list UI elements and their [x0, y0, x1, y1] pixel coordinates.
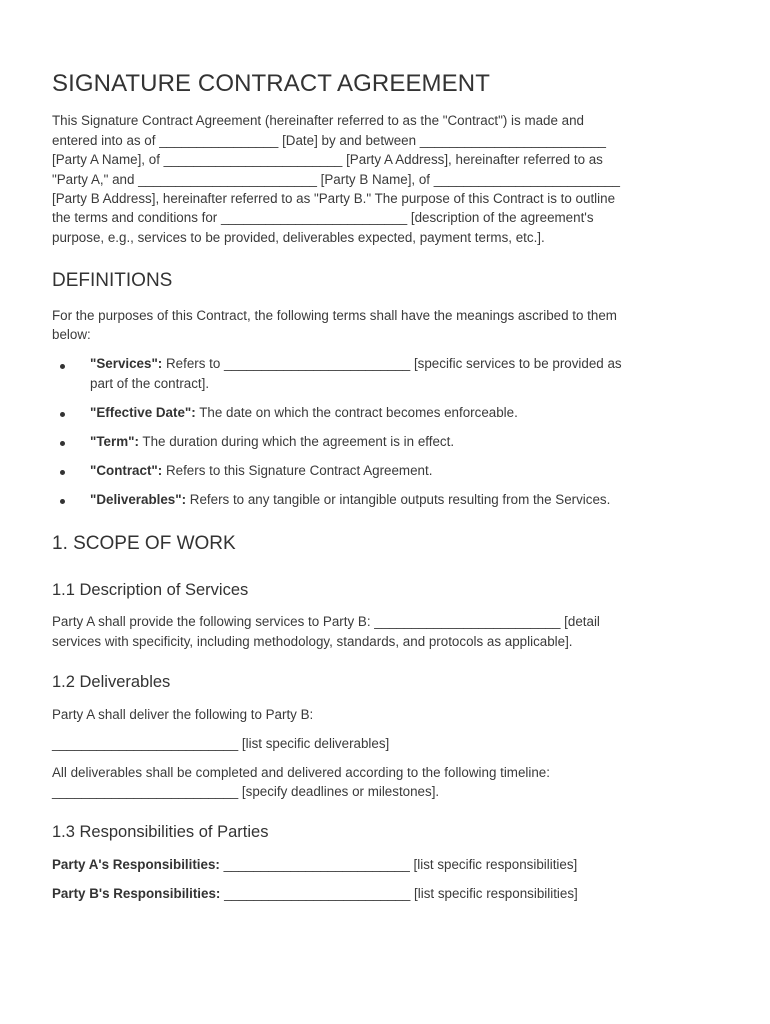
- definition-term: "Deliverables":: [90, 492, 187, 507]
- scope-of-work-heading: 1. SCOPE OF WORK: [52, 533, 236, 554]
- party-a-label: Party A's Responsibilities:: [52, 857, 220, 872]
- definition-term: "Term":: [90, 434, 139, 449]
- party-b-responsibilities: [52, 884, 578, 904]
- definition-text: The date on which the contract becomes enforceable.: [199, 405, 518, 420]
- definitions-intro-line: For the purposes of this Contract, the following terms shall have the meanings ascribed to them: [52, 308, 617, 323]
- definition-item-deliverables: [90, 490, 610, 510]
- section-1-2-line: _________________________ [list specific deliverables]: [52, 736, 390, 751]
- definition-term: "Effective Date":: [90, 405, 196, 420]
- section-1-1-line: services with specificity, including methodology, standards, and protocols as applicable].: [52, 634, 573, 649]
- definition-item-contract: [90, 461, 432, 481]
- section-1-1-line: Party A shall provide the following services to Party B: _________________________ [detail: [52, 614, 600, 629]
- intro-line: purpose, e.g., services to be provided, deliverables expected, payment terms, etc.].: [52, 230, 545, 245]
- bullet-icon: [60, 364, 65, 369]
- section-1-2-timeline-line: All deliverables shall be completed and delivered according to the following timeline:: [52, 765, 550, 780]
- section-1-3-heading: 1.3 Responsibilities of Parties: [52, 823, 269, 841]
- definition-text: Refers to this Signature Contract Agreement.: [165, 463, 433, 478]
- section-1-2-timeline-line: _________________________ [specify deadlines or milestones].: [52, 784, 440, 799]
- intro-line: entered into as of ________________ [Date] by and between _________________________: [52, 133, 606, 148]
- bullet-icon: [60, 499, 65, 504]
- intro-line: This Signature Contract Agreement (hereinafter referred to as the "Contract") is made and: [52, 113, 585, 128]
- bullet-icon: [60, 412, 65, 417]
- party-b-label: Party B's Responsibilities:: [52, 886, 221, 901]
- definition-item-term: [90, 432, 454, 452]
- definition-text: Refers to _________________________ [specific services to be provided as: [166, 356, 622, 371]
- definition-text: The duration during which the agreement is in effect.: [142, 434, 455, 449]
- definition-item-services: [90, 354, 622, 374]
- intro-line: "Party A," and ________________________ [Party B Name], of _________________________: [52, 172, 620, 187]
- bullet-icon: [60, 470, 65, 475]
- party-a-responsibilities: [52, 855, 577, 875]
- definition-text: Refers to any tangible or intangible outputs resulting from the Services.: [189, 492, 611, 507]
- party-b-text: _________________________ [list specific responsibilities]: [224, 886, 578, 901]
- party-a-text: _________________________ [list specific responsibilities]: [223, 857, 578, 872]
- definition-term: "Contract":: [90, 463, 163, 478]
- section-1-1-heading: 1.1 Description of Services: [52, 581, 249, 599]
- intro-line: the terms and conditions for _________________________ [description of the agreement's: [52, 210, 594, 225]
- definition-term: "Services":: [90, 356, 163, 371]
- definitions-intro-line: below:: [52, 327, 91, 342]
- section-1-2-line: Party A shall deliver the following to Party B:: [52, 707, 314, 722]
- intro-line: [Party B Address], hereinafter referred to as "Party B." The purpose of this Contract is to outline: [52, 191, 616, 206]
- document-title: SIGNATURE CONTRACT AGREEMENT: [52, 70, 490, 97]
- intro-line: [Party A Name], of ________________________ [Party A Address], hereinafter referred to as: [52, 152, 603, 167]
- section-1-2-heading: 1.2 Deliverables: [52, 673, 171, 691]
- bullet-icon: [60, 441, 65, 446]
- definitions-heading: DEFINITIONS: [52, 270, 173, 291]
- definition-item-effective-date: [90, 403, 518, 423]
- definition-continuation: part of the contract].: [90, 376, 210, 391]
